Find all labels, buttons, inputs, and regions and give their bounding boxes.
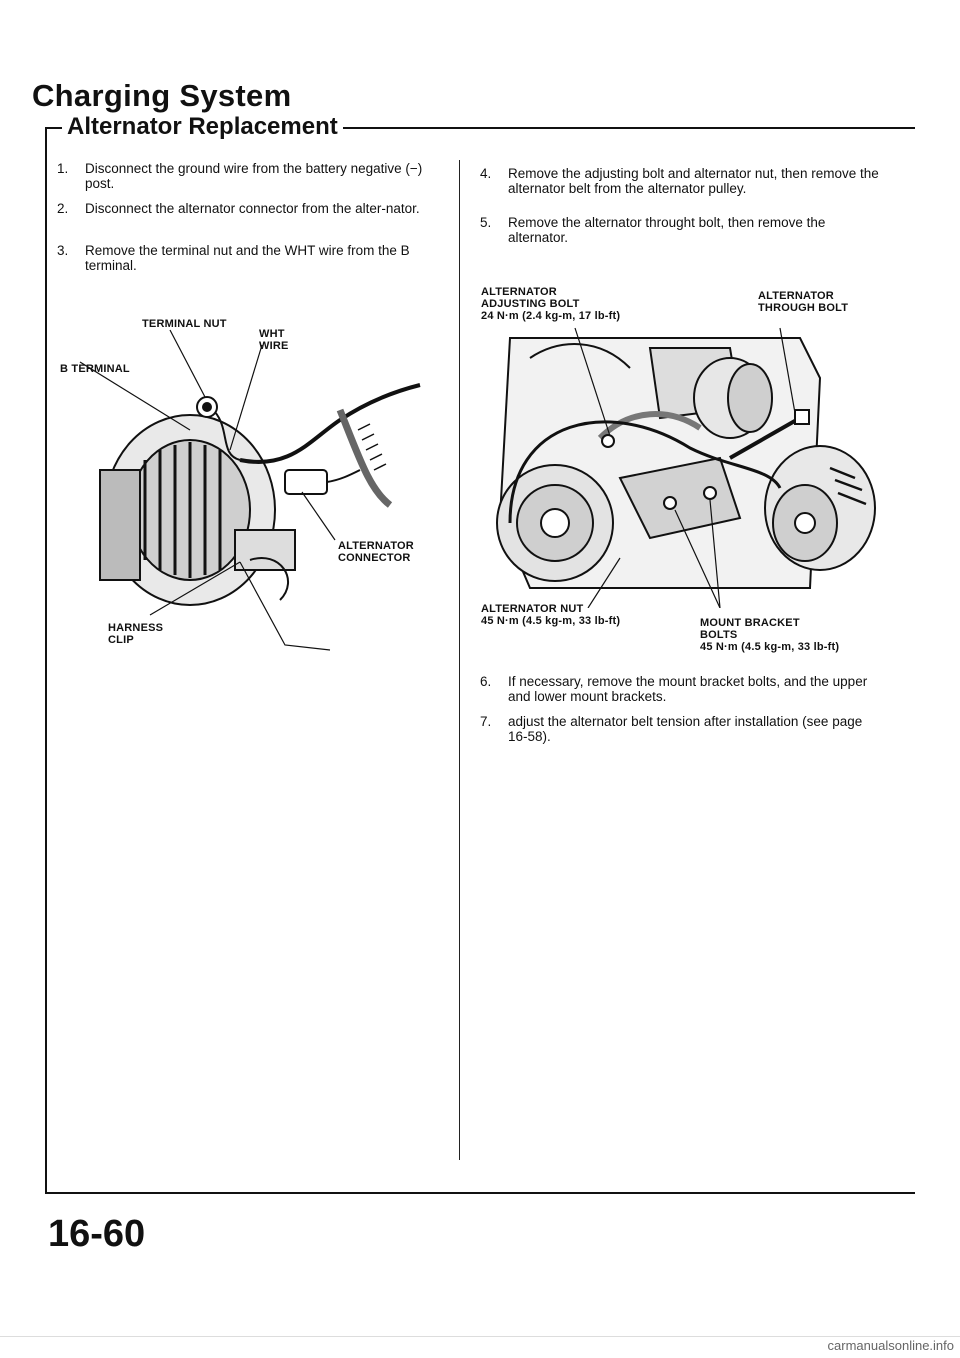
- step-text: Disconnect the alternator connector from the alter-nator.: [85, 201, 420, 216]
- step-text: adjust the alternator belt tension after installation (see page 16-58).: [508, 714, 863, 744]
- alternator-connector-label-line1: ALTERNATOR: [338, 540, 414, 552]
- frame-bottom-rule: [45, 1192, 915, 1194]
- step-number: 6.: [480, 674, 492, 689]
- step-2: [57, 201, 452, 216]
- wht-wire-label-line1: WHT: [259, 328, 285, 340]
- mount-bracket-bolts-label-line1: MOUNT BRACKET: [700, 617, 800, 629]
- alternator-nut-label: ALTERNATOR NUT: [481, 603, 584, 615]
- step-number: 2.: [57, 201, 69, 216]
- step-number: 7.: [480, 714, 492, 729]
- step-text: Remove the terminal nut and the WHT wire from the B terminal.: [85, 243, 410, 273]
- step-3: [57, 243, 452, 273]
- through-bolt-label-line1: ALTERNATOR: [758, 290, 834, 302]
- step-text: Disconnect the ground wire from the battery negative (−) post.: [85, 161, 423, 191]
- step-text: Remove the alternator throught bolt, then remove the alternator.: [508, 215, 826, 245]
- step-number: 1.: [57, 161, 69, 176]
- page-title: Charging System: [32, 78, 292, 113]
- alternator-connector-label-line2: CONNECTOR: [338, 552, 411, 564]
- step-number: 4.: [480, 166, 492, 181]
- harness-clip-label-line1: HARNESS: [108, 622, 164, 634]
- alternator-nut-torque: 45 N·m (4.5 kg-m, 33 lb-ft): [481, 615, 621, 627]
- section-title: Alternator Replacement: [62, 113, 343, 141]
- through-bolt-label-line2: THROUGH BOLT: [758, 302, 849, 314]
- alternator-removal-illustration: [470, 318, 890, 608]
- adjusting-bolt-torque: 24 N·m (2.4 kg-m, 17 lb-ft): [481, 310, 621, 322]
- step-number: 3.: [57, 243, 69, 258]
- footer-divider: [0, 1336, 960, 1337]
- step-1: [57, 161, 452, 191]
- alternator-terminal-illustration: [40, 300, 460, 680]
- mount-bracket-bolts-torque: 45 N·m (4.5 kg-m, 33 lb-ft): [700, 641, 840, 653]
- adjusting-bolt-label-line1: ALTERNATOR: [481, 286, 557, 298]
- step-5: [480, 215, 882, 245]
- step-6: [480, 674, 882, 704]
- step-text: If necessary, remove the mount bracket bolts, and the upper and lower mount brackets.: [508, 674, 868, 704]
- b-terminal-label: B TERMINAL: [60, 363, 130, 375]
- step-4: [480, 166, 882, 196]
- wht-wire-label-line2: WIRE: [259, 340, 289, 352]
- step-number: 5.: [480, 215, 492, 230]
- step-text: Remove the adjusting bolt and alternator nut, then remove the alternator belt from the alternator pulley.: [508, 166, 879, 196]
- footer-watermark: carmanualsonline.info: [827, 1338, 954, 1353]
- harness-clip-label-line2: CLIP: [108, 634, 134, 646]
- terminal-nut-label: TERMINAL NUT: [142, 318, 227, 330]
- adjusting-bolt-label-line2: ADJUSTING BOLT: [481, 298, 580, 310]
- page-number: 16-60: [48, 1213, 146, 1255]
- mount-bracket-bolts-label-line2: BOLTS: [700, 629, 738, 641]
- step-7: [480, 714, 882, 744]
